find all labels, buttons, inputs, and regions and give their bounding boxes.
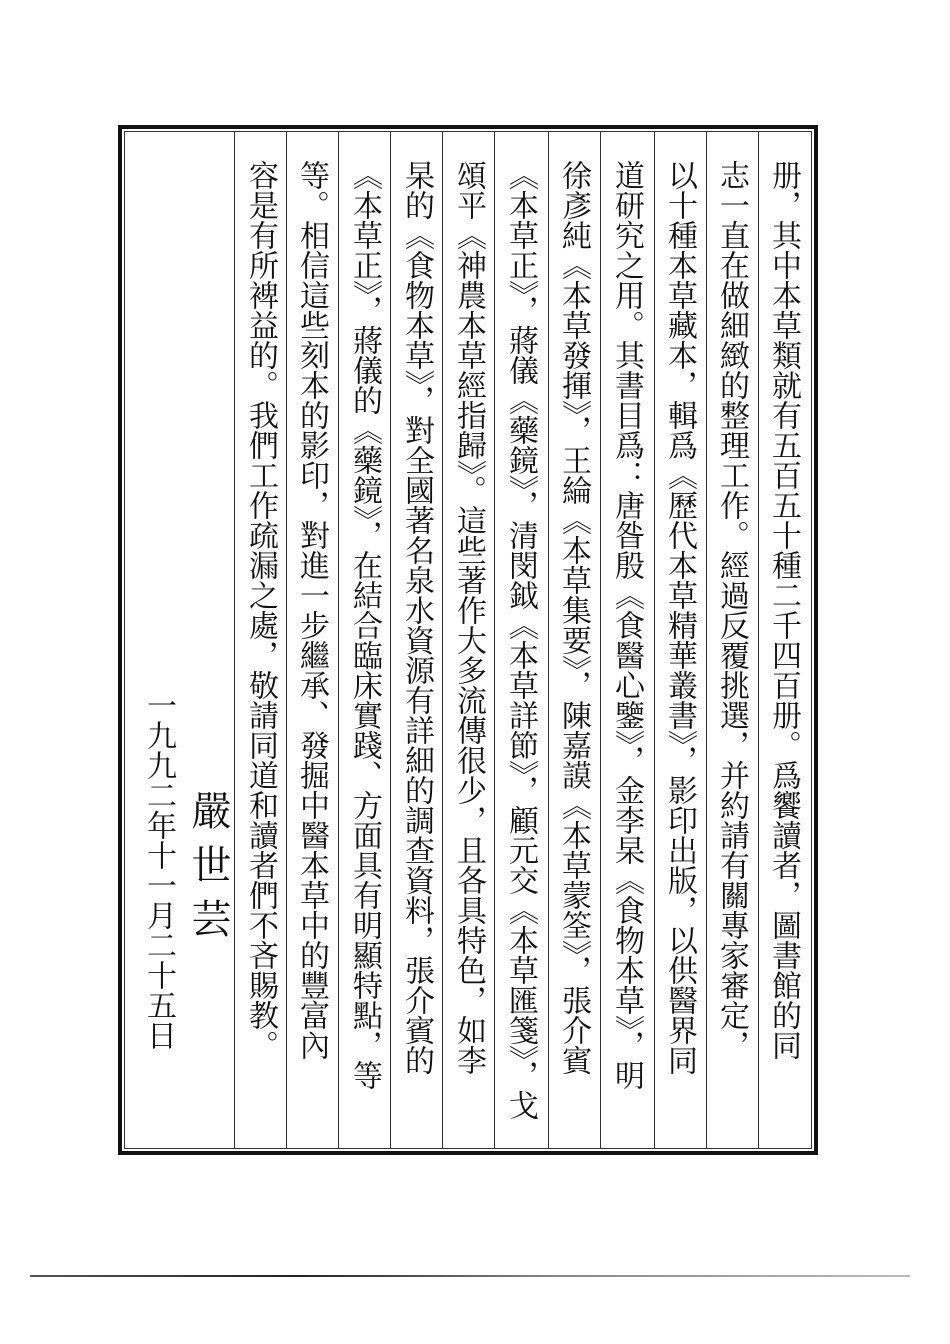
text-column: 道研究之用。其書目爲：唐昝殷《食醫心鑒》，金李杲《食物本草》，明 — [609, 160, 644, 1090]
text-column: 册，其中本草類就有五百五十種二千四百册。爲饗讀者，圖書館的同 — [766, 160, 801, 1060]
column-rule — [600, 131, 601, 1149]
text-column: 《本草正》，蔣儀《藥鏡》，清閔鉞《本草詳節》，顧元交《本草匯箋》，戈 — [503, 160, 538, 1120]
text-column: 頌平《神農本草經指歸》。這些著作大多流傳很少，且各具特色，如李 — [451, 160, 486, 1075]
column-rule — [654, 131, 655, 1149]
column-rule — [548, 131, 549, 1149]
column-rule — [494, 131, 495, 1149]
text-column: 容是有所裨益的。我們工作疏漏之處，敬請同道和讀者們不吝賜教。 — [243, 160, 278, 1060]
column-rule — [758, 131, 759, 1149]
author-signature: 嚴世芸 — [185, 790, 231, 952]
text-column: 杲的《食物本草》，對全國著名泉水資源有詳細的調查資料，張介賓的 — [399, 160, 434, 1075]
column-rule — [442, 131, 443, 1149]
scan-edge-line — [30, 1275, 910, 1277]
column-rule — [706, 131, 707, 1149]
text-column: 等。相信這些刻本的影印，對進一步繼承、發掘中醫本草中的豐富內 — [294, 160, 329, 1060]
column-rule — [286, 131, 287, 1149]
text-column: 《本草正》，蔣儀的《藥鏡》，在結合臨床實踐、方面具有明顯特點，等 — [347, 160, 382, 1090]
column-rule — [390, 131, 391, 1149]
column-rule — [338, 131, 339, 1149]
text-column: 以十種本草藏本，輯爲《歷代本草精華叢書》，影印出版，以供醫界同 — [662, 160, 697, 1075]
text-column: 徐彥純《本草發揮》，王綸《本草集要》，陳嘉謨《本草蒙筌》，張介賓 — [556, 160, 591, 1075]
text-column: 志一直在做細緻的整理工作。經過反覆挑選，并約請有關專家審定， — [714, 160, 749, 1060]
date-line: 一九九二年十一月二十五日 — [141, 690, 176, 1050]
